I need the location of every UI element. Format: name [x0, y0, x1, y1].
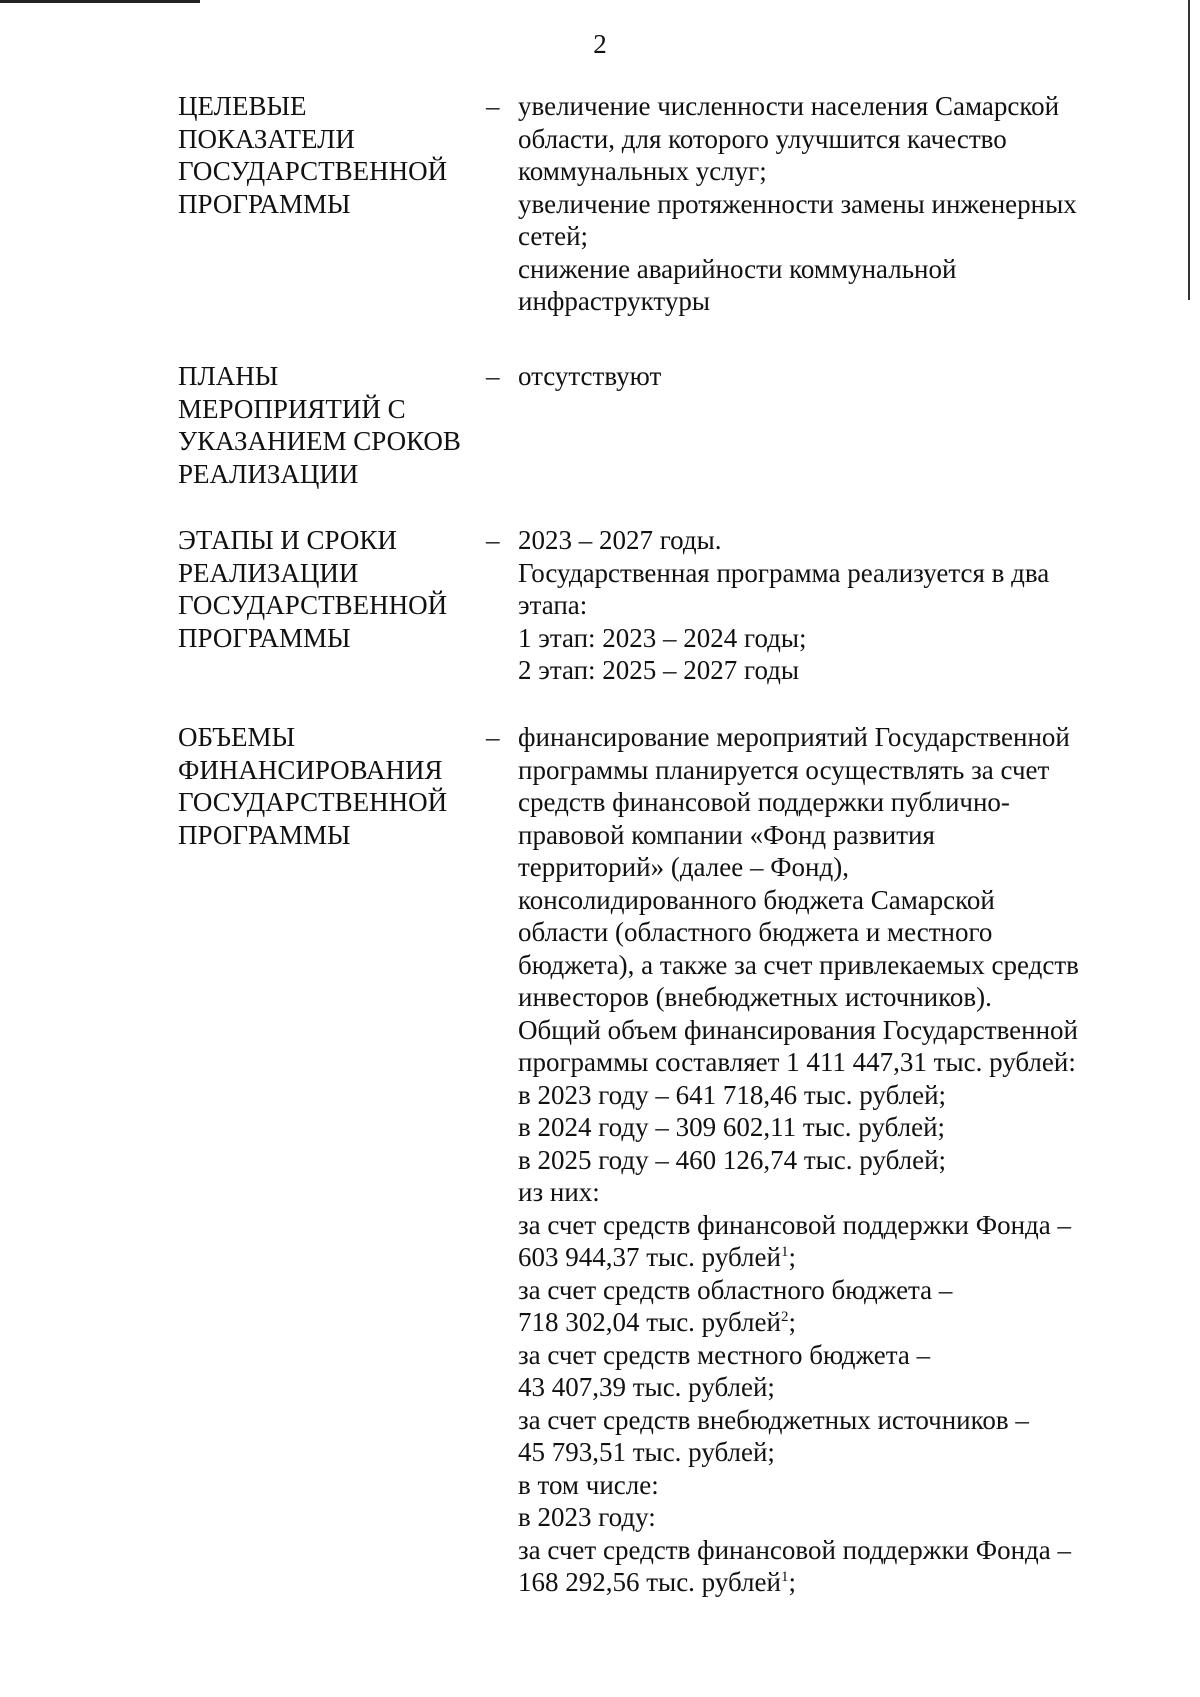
- text-line: сетей;: [518, 221, 589, 251]
- text-line: 2023 – 2027 годы.: [518, 525, 722, 555]
- text-line: в 2024 году – 309 602,11 тыс. рублей;: [518, 1112, 946, 1142]
- text-line-with-footnote: 168 292,56 тыс. рублей$^1$;: [518, 1567, 796, 1597]
- section-label: ПЛАНЫ МЕРОПРИЯТИЙ С УКАЗАНИЕМ СРОКОВ РЕАЛИЗАЦИИ: [178, 361, 461, 489]
- text-line: правовой компании «Фонд развития: [518, 819, 935, 850]
- text-line: этапа:: [518, 590, 588, 620]
- section-dash: –: [486, 361, 500, 391]
- text-line: 45 793,51 тыс. рублей;: [518, 1437, 775, 1467]
- text-line: бюджета), а также за счет привлекаемых средств: [518, 949, 1079, 980]
- footnote-marker: 1: [780, 1569, 789, 1585]
- text-line: инфраструктуры: [518, 286, 710, 316]
- section-dash: –: [486, 525, 500, 555]
- text-line: увеличение численности населения Самарской: [518, 91, 1060, 121]
- section-dash: –: [486, 722, 500, 752]
- text-line: территорий» (далее – Фонд),: [518, 852, 849, 882]
- section-action-plans: [178, 360, 1118, 490]
- footnote-marker: 1: [780, 1244, 789, 1260]
- text-line: Государственная программа реализуется в два: [518, 557, 1050, 588]
- text-line: 1 этап: 2023 – 2024 годы;: [518, 622, 807, 653]
- text-line: финансирование мероприятий Государственной: [518, 722, 1070, 752]
- text-line-with-footnote: 603 944,37 тыс. рублей$^1$;: [518, 1242, 796, 1272]
- section-value: [518, 90, 1120, 318]
- text-line: увеличение протяженности замены инженерных: [518, 188, 1077, 219]
- footnote-marker: 2: [780, 1309, 789, 1325]
- text-line: инвесторов (внебюджетных источников).: [518, 982, 992, 1012]
- section-financing-volumes: [178, 721, 1118, 1599]
- text-line: за счет средств местного бюджета –: [518, 1339, 931, 1370]
- text-line: программы составляет 1 411 447,31 тыс. рублей:: [518, 1047, 1076, 1077]
- section-stages-and-terms: [178, 524, 1118, 687]
- section-value: [518, 721, 1120, 1599]
- text-line: за счет средств областного бюджета –: [518, 1274, 953, 1305]
- text-line: Общий объем финансирования Государственной: [518, 1014, 1078, 1045]
- section-label: ЦЕЛЕВЫЕ ПОКАЗАТЕЛИ ГОСУДАРСТВЕННОЙ ПРОГРАММЫ: [178, 91, 448, 219]
- page-number: 2: [593, 29, 607, 59]
- text-line: консолидированного бюджета Самарской: [518, 884, 995, 915]
- text-line: за счет средств внебюджетных источников –: [518, 1404, 1029, 1435]
- text-line: из них:: [518, 1177, 600, 1207]
- text-line: за счет средств финансовой поддержки Фонда –: [518, 1534, 1072, 1565]
- text-line: 43 407,39 тыс. рублей;: [518, 1372, 775, 1402]
- text-line: снижение аварийности коммунальной: [518, 253, 957, 284]
- text-line: средств финансовой поддержки публично-: [518, 787, 1010, 817]
- text-line: области, для которого улучшится качество: [518, 123, 1007, 154]
- text-line-with-footnote: 718 302,04 тыс. рублей$^2$;: [518, 1307, 796, 1337]
- section-label: ЭТАПЫ И СРОКИ РЕАЛИЗАЦИИ ГОСУДАРСТВЕННОЙ ПРОГРАММЫ: [178, 525, 448, 653]
- section-value: [518, 524, 1120, 687]
- section-value: [518, 360, 1120, 490]
- text-line: за счет средств финансовой поддержки Фонда –: [518, 1209, 1072, 1240]
- top-rule: [0, 0, 200, 3]
- text-line: в 2023 году:: [518, 1502, 656, 1532]
- text-line: 2 этап: 2025 – 2027 годы: [518, 655, 800, 685]
- text-line: в том числе:: [518, 1469, 659, 1500]
- section-dash: –: [486, 91, 500, 121]
- text-line: в 2023 году – 641 718,46 тыс. рублей;: [518, 1079, 947, 1110]
- text-line: коммунальных услуг;: [518, 156, 767, 186]
- text-line: отсутствуют: [518, 361, 662, 391]
- text-line: в 2025 году – 460 126,74 тыс. рублей;: [518, 1144, 947, 1175]
- section-target-indicators: [178, 90, 1118, 318]
- text-line: программы планируется осуществлять за счет: [518, 754, 1050, 785]
- text-line: области (областного бюджета и местного: [518, 917, 993, 947]
- section-label: ОБЪЕМЫ ФИНАНСИРОВАНИЯ ГОСУДАРСТВЕННОЙ ПРОГРАММЫ: [178, 722, 448, 850]
